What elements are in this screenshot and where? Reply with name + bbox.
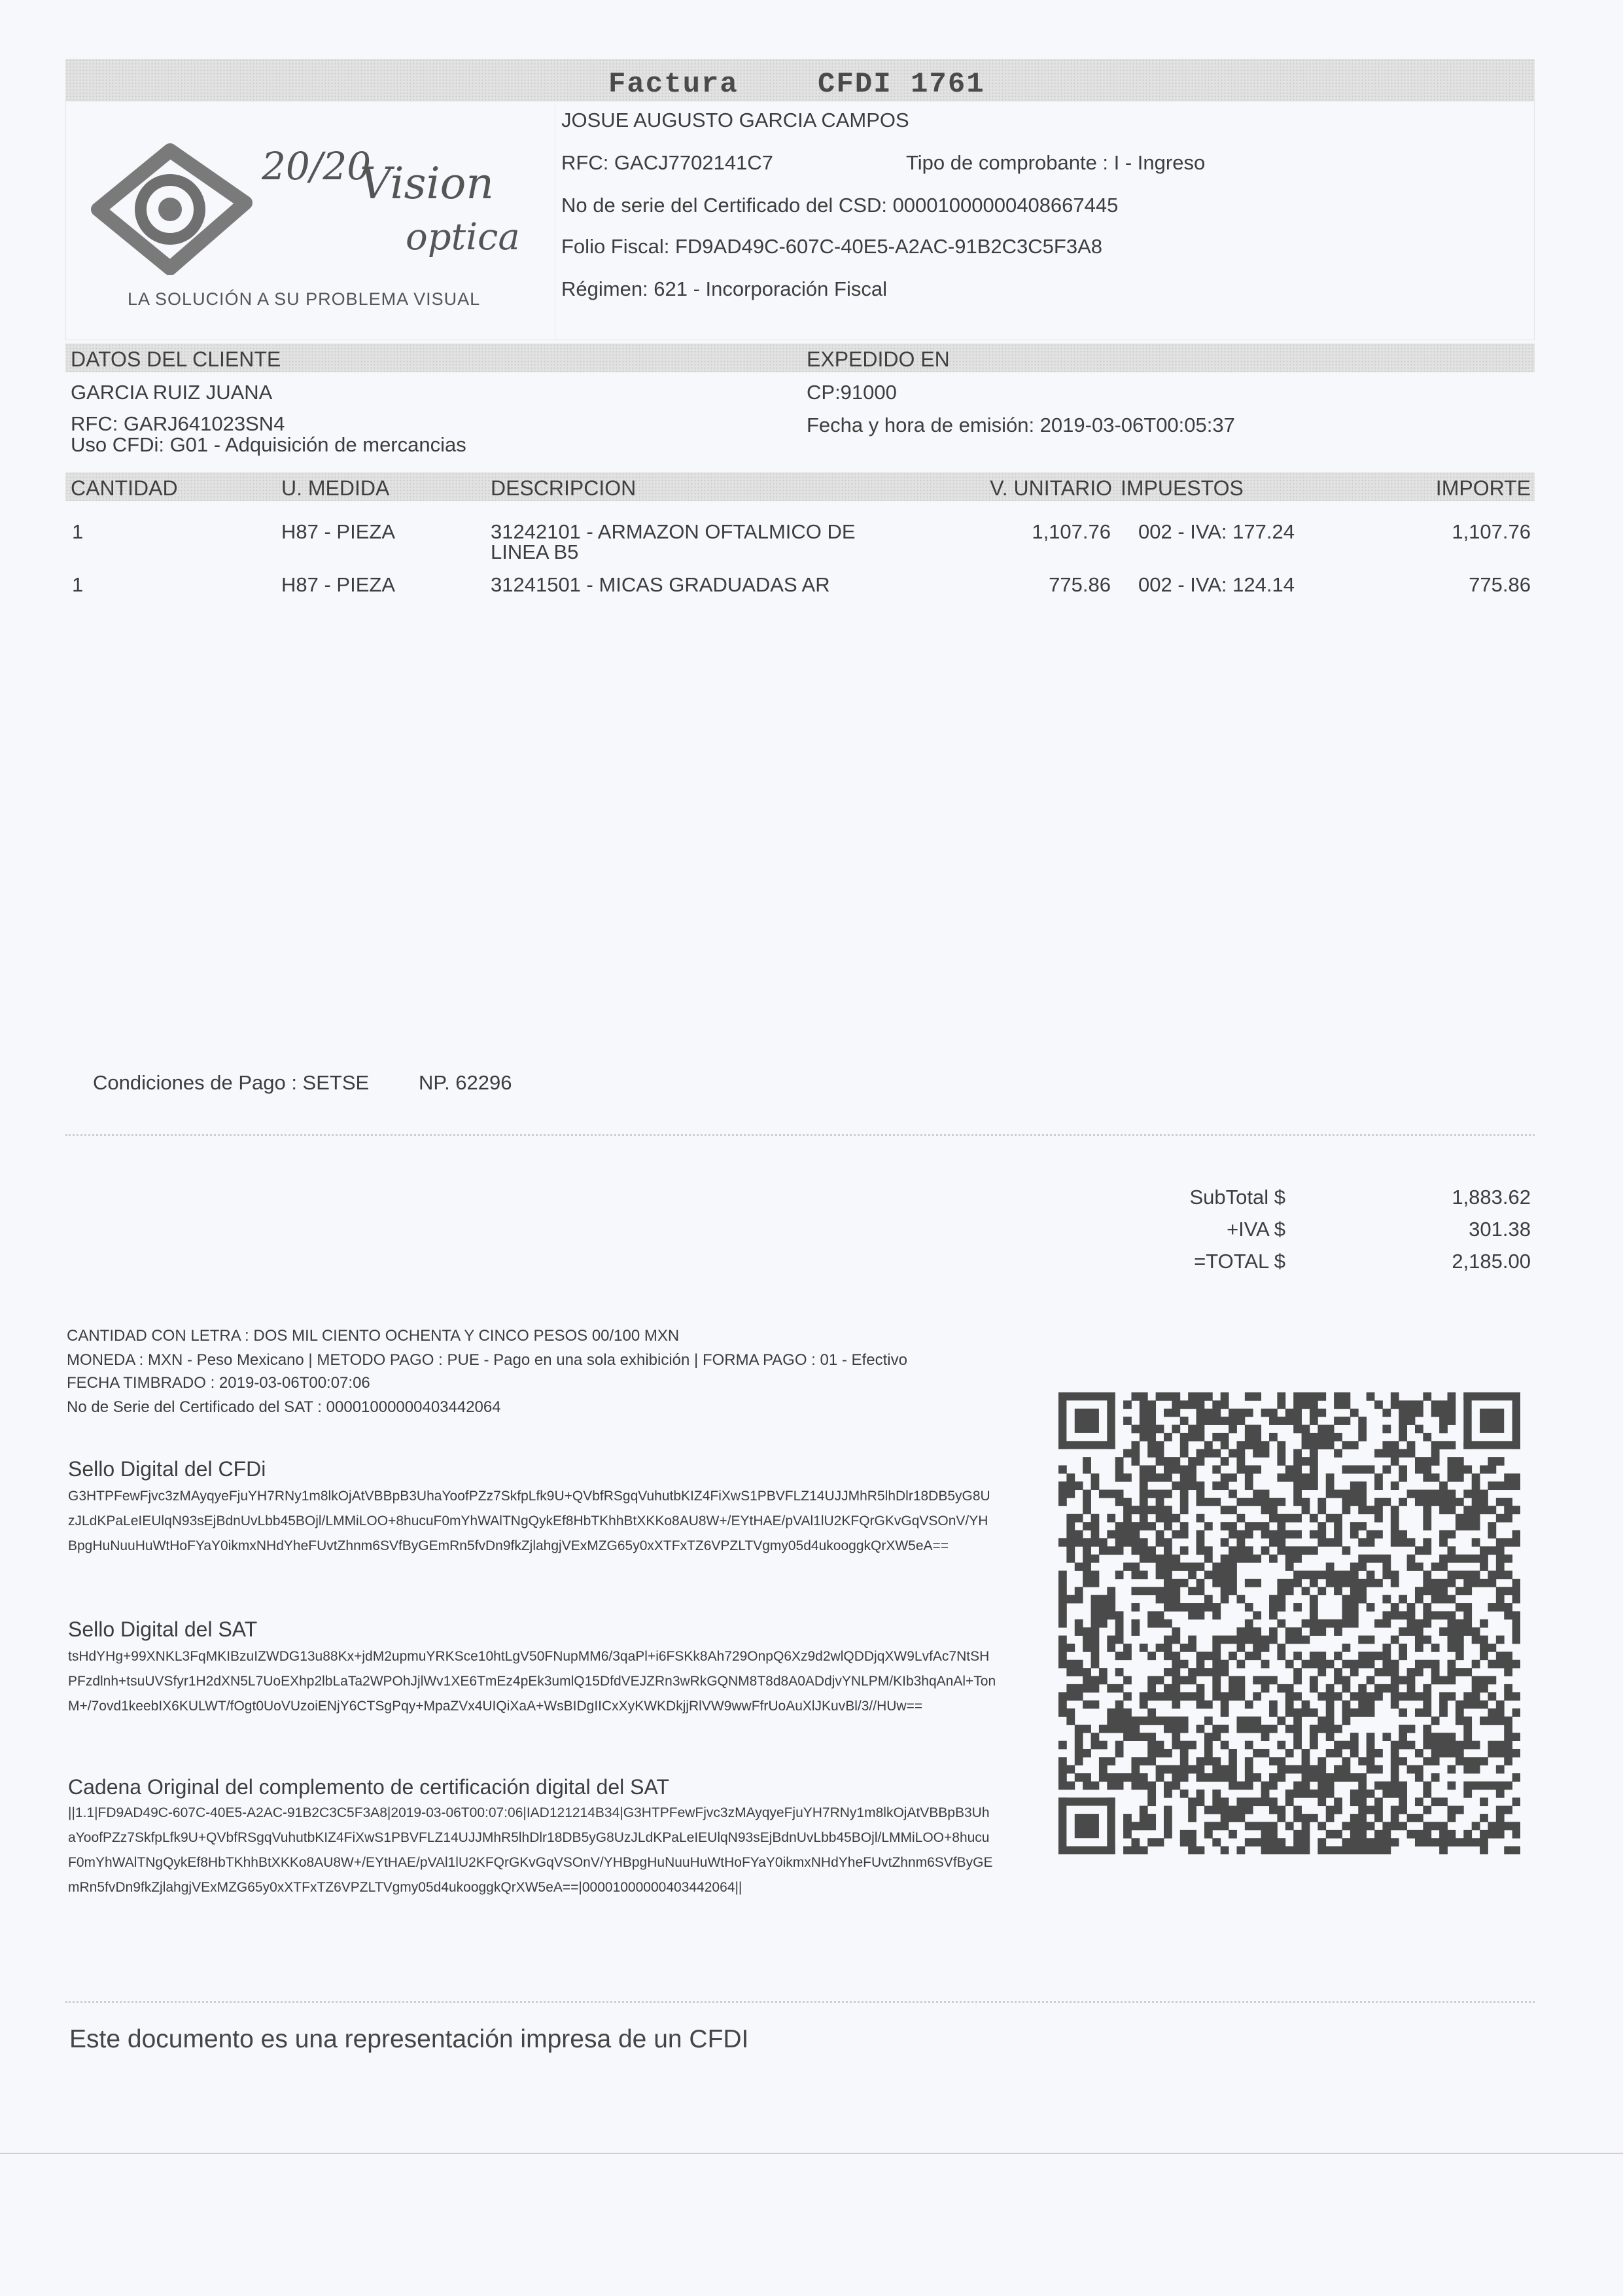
logo-tagline: LA SOLUCIÓN A SU PROBLEMA VISUAL (128, 289, 481, 309)
emission-date: Fecha y hora de emisión: 2019-03-06T00:05:37 (807, 414, 1235, 436)
cantidad-letra: CANTIDAD CON LETRA : DOS MIL CIENTO OCHENTA Y CINCO PESOS 00/100 MXN (67, 1327, 680, 1345)
row-descripcion: 31241501 - MICAS GRADUADAS AR (491, 573, 830, 596)
cadena-value: ||1.1|FD9AD49C-607C-40E5-A2AC-91B2C3C5F3A8|2019-03-06T00:07:06|IAD121214B34|G3HTPFewFjvc3zMAyqyeFjuYH7RNy1m8lkOjAtVBBpB3UhaYoofPZz7SkfpLfk9U+QVbfRSgqVuhutbKIZ4FiXwS1PBVFLZ14UJJMhR5lhDlr18DB5yG8UzJLdKPaLeIEUlqN93sEjBdnUvLbb45BOjl/LMMiLOO+8hucuF0mYhWAlTNgQykEf8HbTKhhBtXKKo8AU8W+/EYtHAE/pVAl1lU2KFQrGKvGqVSOnV/YHBpgHuNuuHuWtHoFYaY0ikmxNHdYheFUvtZhnm6SVfByGEmRn5fvDn9fkZjlahgjVExMZG65y0xXTFxTZ6VPZLTVgmy05d4ukooggkQrXW5eA==|00001000000403442064|| (68, 1805, 993, 1895)
payment-np: NP. 62296 (419, 1071, 512, 1094)
col-impuestos: IMPUESTOS (1121, 476, 1244, 500)
row-descripcion-cont: LINEA B5 (491, 540, 579, 563)
expedido-section-label: EXPEDIDO EN (807, 347, 950, 371)
iva-label: +IVA $ (1227, 1218, 1285, 1241)
divider-footer (65, 2001, 1535, 2003)
folio-fiscal: Folio Fiscal: FD9AD49C-607C-40E5-A2AC-91B2C3C5F3A8 (561, 235, 1103, 258)
logo-brand: Vision (360, 158, 494, 209)
tipo-comprobante: Tipo de comprobante : I - Ingreso (906, 151, 1206, 174)
invoice-title: Factura (608, 68, 739, 101)
sello-cfdi-value: G3HTPFewFjvc3zMAyqyeFjuYH7RNy1m8lkOjAtVBBpB3UhaYoofPZz7SkfpLfk9U+QVbfRSgqVuhutbKIZ4FiXwS1PBVFLZ14UJJMhR5lhDlr18DB5yG8UzJLdKPaLeIEUlqN93sEjBdnUvLbb45BOjl/LMMiLOO+8hucuF0mYhWAlTNgQykEf8HbTKhhBtXKKo8AU8W+/EYtHAE/pVAl1lU2KFQrGKvGqVSOnV/YHBpgHuNuuHuWtHoFYaY0ikmxNHdYheFUvtZhnm6SVfByGEmRn5fvDn9fkZjlahgjVExMZG65y0xXTFxTZ6VPZLTVgmy05d4ukooggkQrXW5eA== (68, 1489, 990, 1553)
company-logo (85, 124, 543, 321)
eye-logo-icon (85, 137, 255, 275)
qr-code-graphic (1058, 1392, 1520, 1854)
client-rfc: RFC: GARJ641023SN4 (71, 412, 285, 435)
col-unitario: V. UNITARIO (990, 476, 1112, 500)
row-unitario: 775.86 (1049, 573, 1111, 596)
sello-sat-value: tsHdYHg+99XNKL3FqMKIBzuIZWDG13u88Kx+jdM2upmuYRKSce10htLgV50FNupMM6/3qaPl+i6FSKk8Ah729OnpQ6Xz9d2wlQDDjqXW9LvfAc7NtSHPFzdlnh+tsuUVSfyr1H2dXN5L7UoEXhp2lbLaTa2WPOhJjlWv1XE6TmEz4pEk3umlQ15DfdVEJZRn3wRkGQNM8T8d8A0ADdjvYNLPM/KIb3hqAnAl+TonM+/7ovd1keebIX6KULWT/fOgt0UoVUzoiENjY6CTSgPqy+MpaZVx4UIQiXaA+WsBIDgIICxXyKWKDkjjRlVW9wwFfrUoAuXlJKuvBl/3//HUw== (68, 1649, 996, 1714)
sello-sat-label: Sello Digital del SAT (68, 1617, 258, 1641)
title-band (65, 59, 1535, 101)
client-band (65, 344, 1535, 372)
payment-conditions: Condiciones de Pago : SETSE (93, 1071, 370, 1094)
sello-cfdi-label: Sello Digital del CFDi (68, 1457, 266, 1481)
subtotal-value: 1,883.62 (1452, 1186, 1531, 1209)
csd-serial: No de serie del Certificado del CSD: 00001000000408667445 (561, 194, 1119, 217)
row-unitario: 1,107.76 (1032, 520, 1111, 543)
cadena-label: Cadena Original del complemento de certificación digital del SAT (68, 1775, 669, 1799)
qr-code (1058, 1392, 1520, 1854)
row-cantidad: 1 (72, 573, 84, 596)
footer-note: Este documento es una representación impresa de un CFDI (69, 2025, 749, 2053)
moneda-metodo-forma: MONEDA : MXN - Peso Mexicano | METODO PAGO : PUE - Pago en una sola exhibición | FORMA PAGO : 01 - Efectivo (67, 1351, 907, 1369)
fecha-timbrado: FECHA TIMBRADO : 2019-03-06T00:07:06 (67, 1374, 370, 1392)
col-unidad: U. MEDIDA (281, 476, 390, 500)
logo-number: 20/20 (262, 144, 372, 188)
row-impuestos: 002 - IVA: 124.14 (1138, 573, 1295, 596)
row-impuestos: 002 - IVA: 177.24 (1138, 520, 1295, 543)
col-cantidad: CANTIDAD (71, 476, 178, 500)
total-label: =TOTAL $ (1194, 1250, 1285, 1273)
row-importe: 1,107.76 (1452, 520, 1531, 543)
row-unidad: H87 - PIEZA (281, 520, 395, 543)
cfdi-number: CFDI 1761 (818, 68, 985, 101)
row-cantidad: 1 (72, 520, 84, 543)
total-value: 2,185.00 (1452, 1250, 1531, 1273)
expedido-cp: CP:91000 (807, 381, 897, 404)
iva-value: 301.38 (1469, 1218, 1531, 1241)
row-unidad: H87 - PIEZA (281, 573, 395, 596)
client-name: GARCIA RUIZ JUANA (71, 381, 273, 404)
row-descripcion: 31242101 - ARMAZON OFTALMICO DE (491, 520, 856, 543)
client-section-label: DATOS DEL CLIENTE (71, 347, 281, 371)
col-importe: IMPORTE (1435, 476, 1531, 500)
sat-serial: No de Serie del Certificado del SAT : 00001000000403442064 (67, 1398, 501, 1416)
client-uso-cfdi: Uso CFDi: G01 - Adquisición de mercancias (71, 433, 466, 456)
row-importe: 775.86 (1469, 573, 1531, 596)
divider-payment (65, 1134, 1535, 1136)
logo-sub: optica (406, 216, 520, 258)
issuer-name: JOSUE AUGUSTO GARCIA CAMPOS (561, 109, 909, 132)
col-descripcion: DESCRIPCION (491, 476, 637, 500)
page-edge (0, 2153, 1623, 2154)
issuer-rfc: RFC: GACJ7702141C7 (561, 151, 773, 174)
subtotal-label: SubTotal $ (1189, 1186, 1285, 1209)
regimen: Régimen: 621 - Incorporación Fiscal (561, 277, 887, 300)
